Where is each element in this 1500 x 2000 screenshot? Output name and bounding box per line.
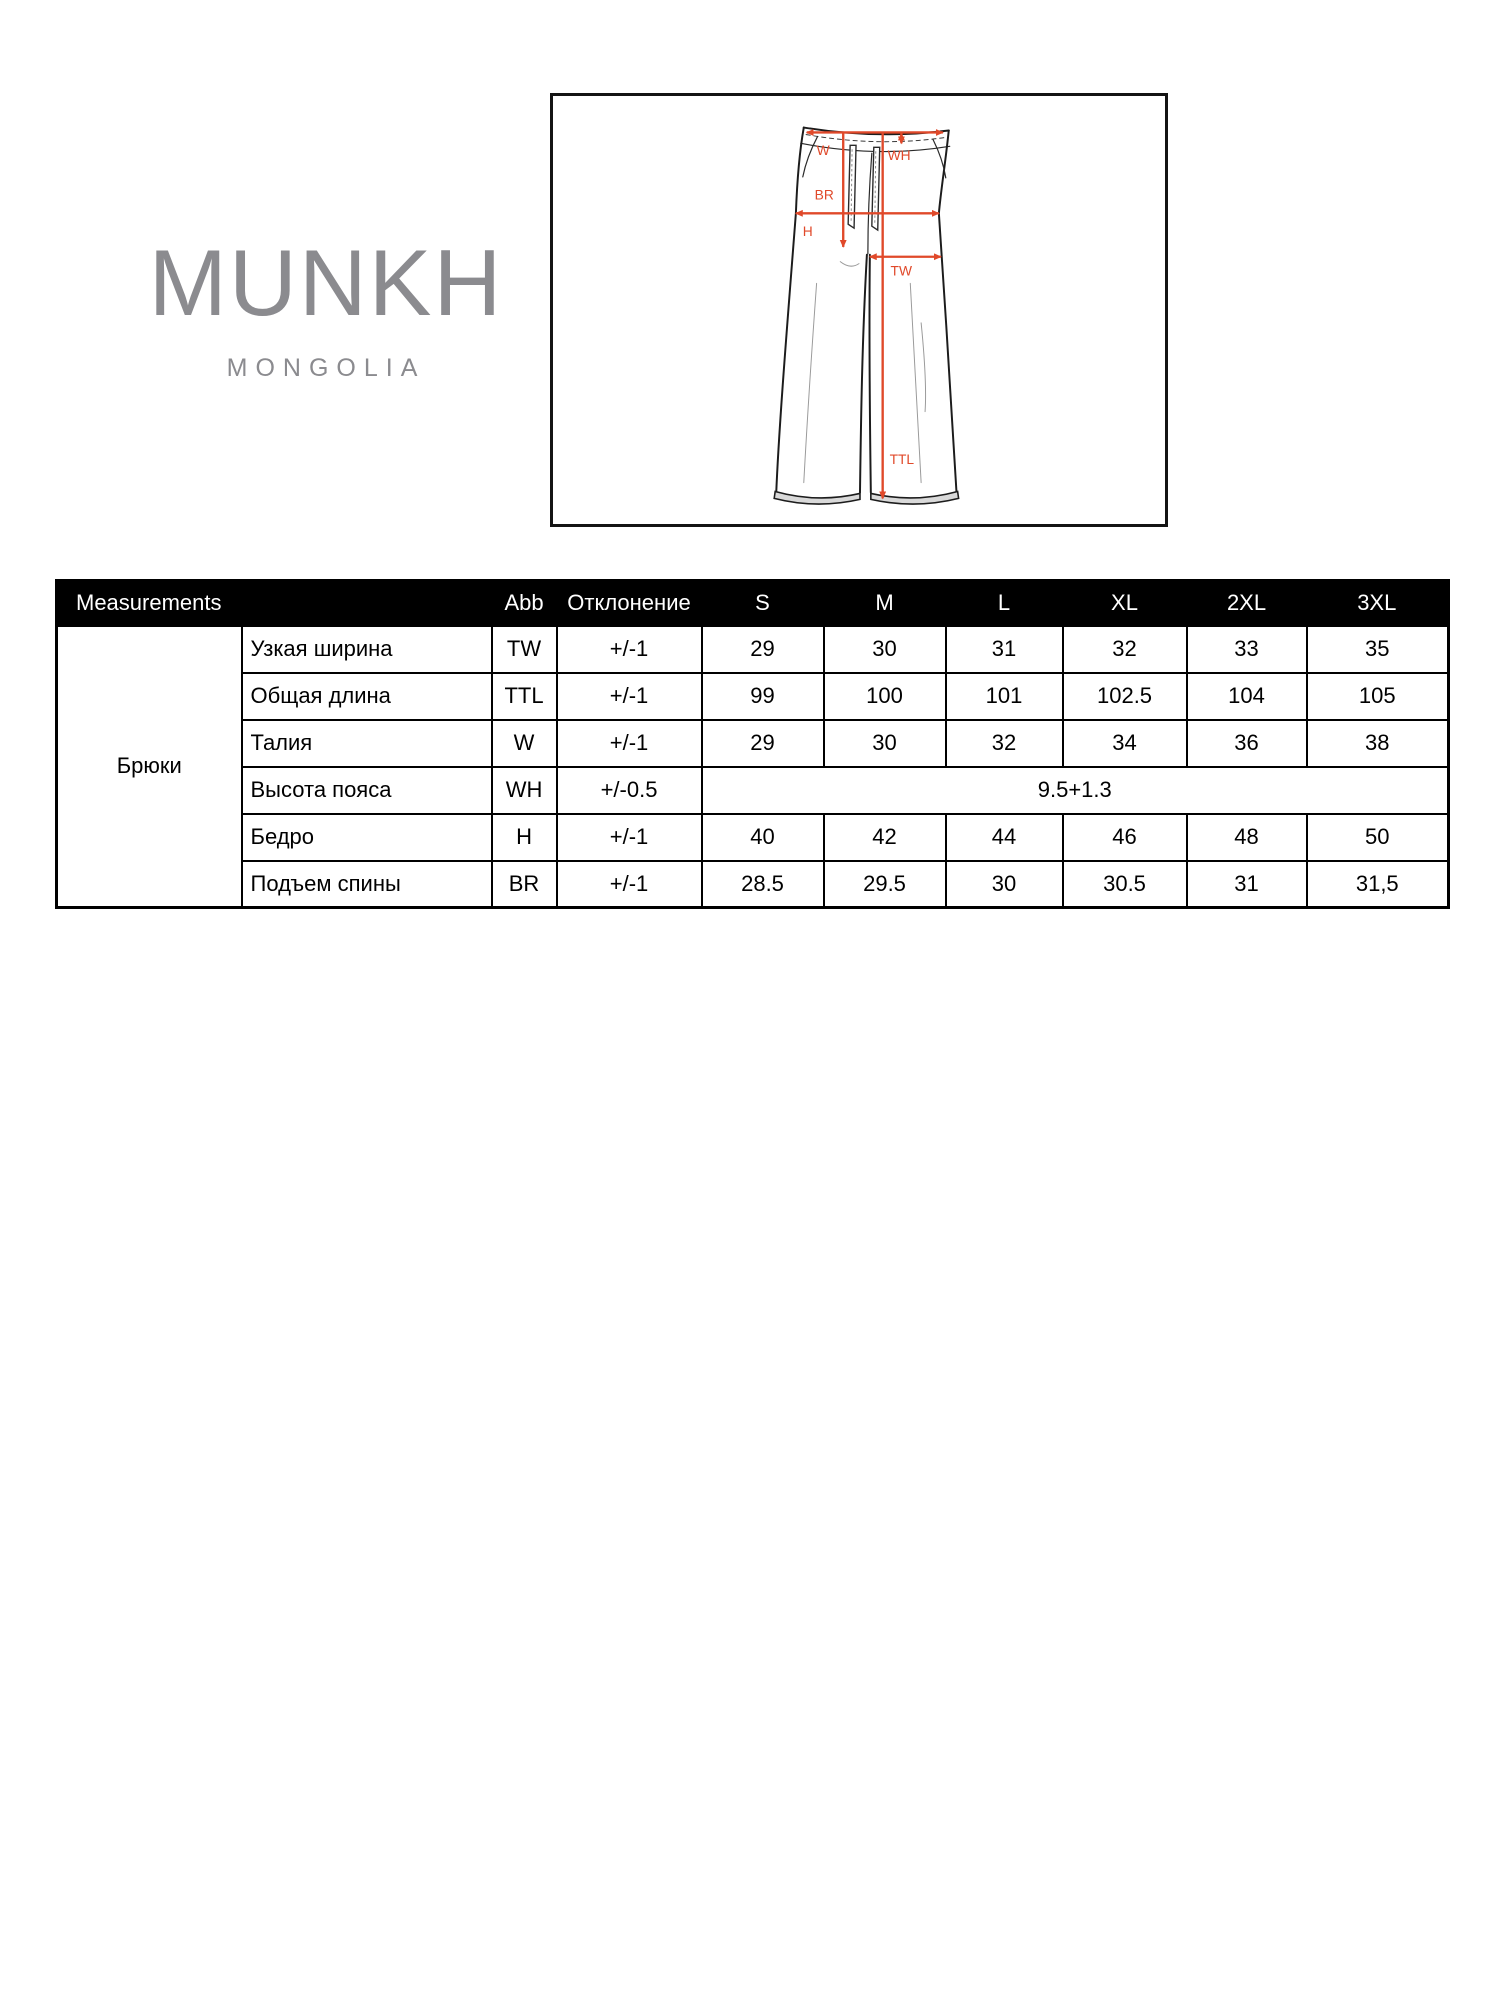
tw-label: TW — [890, 263, 913, 279]
measure-abb: BR — [492, 861, 557, 908]
measure-name: Узкая ширина — [242, 626, 492, 673]
value-s: 40 — [702, 814, 824, 861]
header-abb: Abb — [492, 581, 557, 626]
header-size-s: S — [702, 581, 824, 626]
header-size-xl: XL — [1063, 581, 1187, 626]
measure-abb: H — [492, 814, 557, 861]
merged-value-cell: 9.5+1.3 — [702, 767, 1449, 814]
group-label-cell: Брюки — [57, 626, 242, 908]
table-row — [57, 861, 1449, 908]
br-label: BR — [814, 187, 834, 203]
measure-name: Общая длина — [242, 673, 492, 720]
value-3xl: 31,5 — [1307, 861, 1449, 908]
pants-outline — [774, 128, 958, 504]
measure-deviation: +/-1 — [557, 814, 702, 861]
value-xl: 30.5 — [1063, 861, 1187, 908]
value-l: 32 — [946, 720, 1063, 767]
header-size-m: M — [824, 581, 946, 626]
value-3xl: 105 — [1307, 673, 1449, 720]
value-xl: 102.5 — [1063, 673, 1187, 720]
measure-name: Талия — [242, 720, 492, 767]
measure-deviation: +/-0.5 — [557, 767, 702, 814]
header-measurements: Measurements — [57, 581, 492, 626]
header-deviation: Отклонение — [557, 581, 702, 626]
value-m: 29.5 — [824, 861, 946, 908]
value-m: 30 — [824, 720, 946, 767]
brand-subtitle: MONGOLIA — [226, 354, 426, 382]
measure-deviation: +/-1 — [557, 861, 702, 908]
brand-name: MUNKH — [148, 230, 504, 335]
table-row — [57, 814, 1449, 861]
value-3xl: 50 — [1307, 814, 1449, 861]
measure-deviation: +/-1 — [557, 673, 702, 720]
measure-name: Подъем спины — [242, 861, 492, 908]
header-size-l: L — [946, 581, 1063, 626]
value-l: 30 — [946, 861, 1063, 908]
measure-deviation: +/-1 — [557, 720, 702, 767]
ttl-label: TTL — [889, 451, 915, 467]
table-row — [57, 626, 1449, 673]
wh-label: WH — [887, 148, 911, 164]
brand-logo — [108, 230, 544, 383]
value-2xl: 36 — [1187, 720, 1307, 767]
value-s: 29 — [702, 626, 824, 673]
value-l: 31 — [946, 626, 1063, 673]
value-m: 30 — [824, 626, 946, 673]
table-header-row — [57, 581, 1449, 626]
value-2xl: 33 — [1187, 626, 1307, 673]
value-m: 42 — [824, 814, 946, 861]
measure-abb: WH — [492, 767, 557, 814]
value-2xl: 31 — [1187, 861, 1307, 908]
value-s: 99 — [702, 673, 824, 720]
value-xl: 32 — [1063, 626, 1187, 673]
table-row — [57, 673, 1449, 720]
value-2xl: 104 — [1187, 673, 1307, 720]
value-m: 100 — [824, 673, 946, 720]
measure-abb: W — [492, 720, 557, 767]
measure-name: Бедро — [242, 814, 492, 861]
pants-sketch — [553, 96, 1165, 524]
table-row — [57, 720, 1449, 767]
measure-abb: TTL — [492, 673, 557, 720]
h-label: H — [802, 224, 813, 240]
garment-diagram-box — [550, 93, 1168, 527]
measure-abb: TW — [492, 626, 557, 673]
measure-deviation: +/-1 — [557, 626, 702, 673]
value-s: 28.5 — [702, 861, 824, 908]
measurements-table — [55, 579, 1450, 909]
value-s: 29 — [702, 720, 824, 767]
table-row — [57, 767, 1449, 814]
value-l: 101 — [946, 673, 1063, 720]
value-2xl: 48 — [1187, 814, 1307, 861]
header-size-2xl: 2XL — [1187, 581, 1307, 626]
header-size-3xl: 3XL — [1307, 581, 1449, 626]
value-3xl: 35 — [1307, 626, 1449, 673]
measure-name: Высота пояса — [242, 767, 492, 814]
value-xl: 34 — [1063, 720, 1187, 767]
value-xl: 46 — [1063, 814, 1187, 861]
w-label: W — [816, 143, 830, 159]
value-3xl: 38 — [1307, 720, 1449, 767]
value-l: 44 — [946, 814, 1063, 861]
